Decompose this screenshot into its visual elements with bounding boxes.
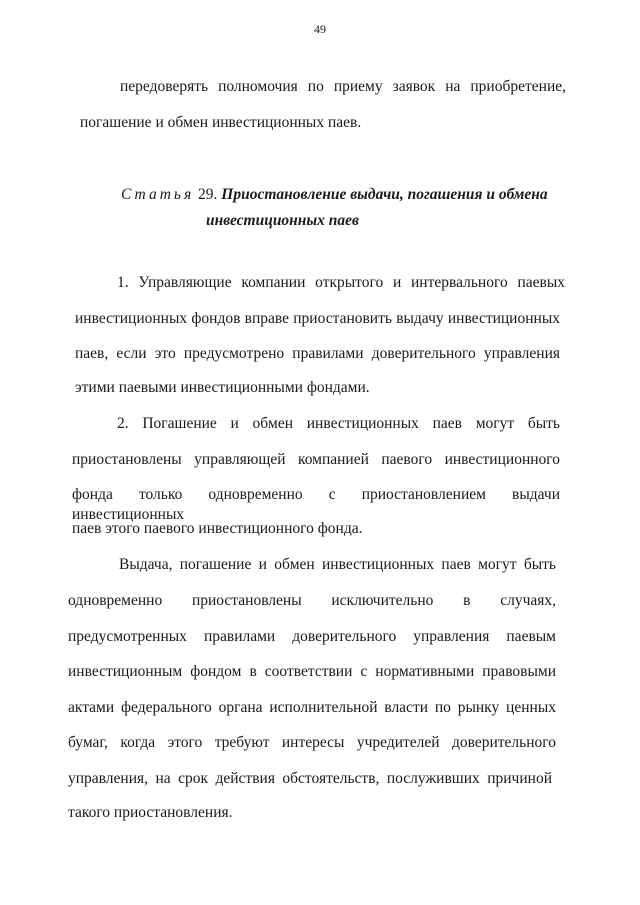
page-number: 49 <box>314 22 326 36</box>
paragraph-3-line-5: актами федерального органа исполнительной власти по рынку ценных <box>68 699 556 716</box>
paragraph-3-line-2: одновременно приостановлены исключительно в случаях, <box>68 592 556 609</box>
article-heading <box>121 185 548 205</box>
paragraph-3-line-4: инвестиционным фондом в соответствии с нормативными правовыми <box>68 663 556 680</box>
paragraph-3-line-6: бумаг, когда этого требуют интересы учредителей доверительного <box>68 734 556 751</box>
paragraph-1-line-4: этими паевыми инвестиционными фондами. <box>75 379 370 396</box>
paragraph-1-line-1: 1. Управляющие компании открытого и интервального паевых <box>117 274 565 291</box>
paragraph-2-line-3: фонда только одновременно с приостановлением выдачи инвестиционных <box>72 486 560 523</box>
paragraph-2-line-1: 2. Погашение и обмен инвестиционных паев могут быть <box>117 415 560 432</box>
paragraph-1-line-3: паев, если это предусмотрено правилами доверительного управления <box>75 345 560 362</box>
intro-line-1: передоверять полномочия по приему заявок на приобретение, <box>120 78 566 95</box>
paragraph-3-line-7: управления, на срок действия обстоятельств, послуживших причиной <box>68 770 552 787</box>
article-title-line-2: инвестиционных паев <box>206 212 359 229</box>
paragraph-2-line-4: паев этого паевого инвестиционного фонда. <box>72 520 363 537</box>
article-title-line-1: Приостановление выдачи, погашения и обмена <box>221 186 548 203</box>
paragraph-2-line-2: приостановлены управляющей компанией паевого инвестиционного <box>72 451 560 468</box>
paragraph-3-line-8: такого приостановления. <box>68 804 233 821</box>
article-prefix: Статья <box>121 186 195 203</box>
paragraph-3-line-1: Выдача, погашение и обмен инвестиционных паев могут быть <box>119 556 556 573</box>
intro-line-2: погашение и обмен инвестиционных паев. <box>80 114 362 131</box>
article-number: 29. <box>194 186 222 203</box>
paragraph-3-line-3: предусмотренных правилами доверительного управления паевым <box>68 628 556 645</box>
paragraph-1-line-2: инвестиционных фондов вправе приостановить выдачу инвестиционных <box>75 310 560 327</box>
